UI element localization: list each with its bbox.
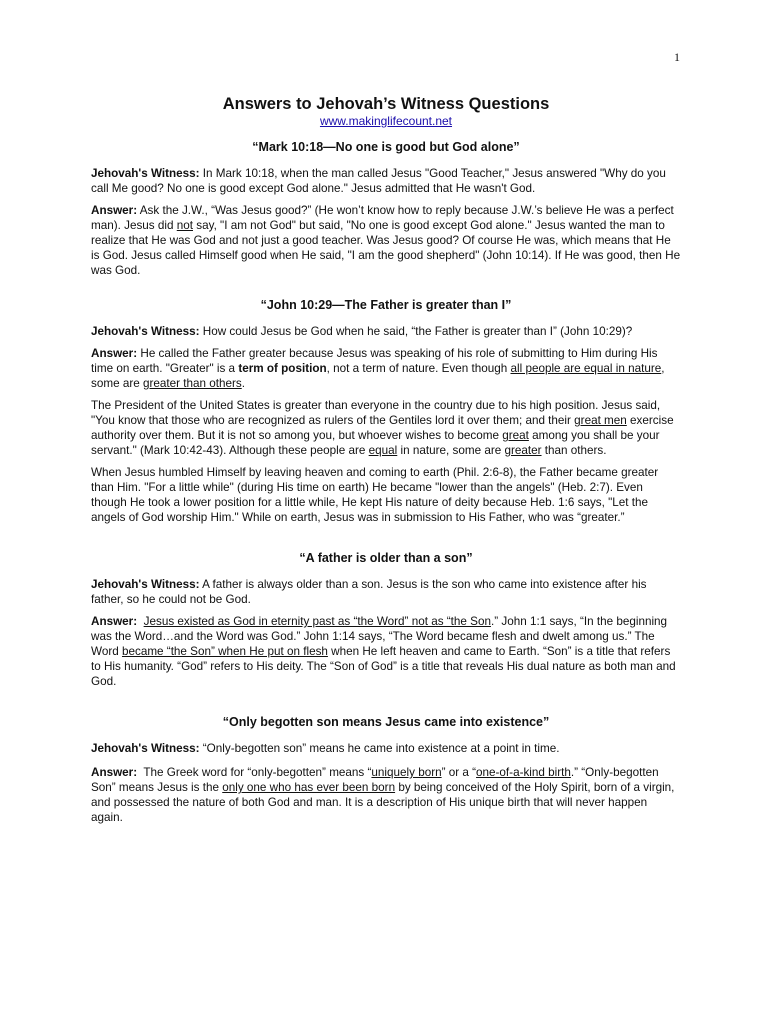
jw-label: Jehovah's Witness: bbox=[91, 742, 200, 755]
section-heading-father-older: “A father is older than a son” bbox=[299, 551, 473, 565]
jw-question-paragraph bbox=[91, 324, 681, 339]
jw-question-paragraph bbox=[91, 741, 681, 756]
body-paragraph: The President of the United States is greater than everyone in the country due to his high position. Jesus said, "You know that those who are recognized as rulers of the Gentiles lord it over them; and their great men exercise authority over them. But it is not so among you, but whoever wishes to become great among you shall be your servant." (Mark 10:42-43). Although these people are equal in nature, some are greater than others. bbox=[91, 399, 674, 457]
page-number: 1 bbox=[674, 50, 680, 64]
section-heading-mark-10-18: “Mark 10:18—No one is good but God alone” bbox=[252, 140, 520, 154]
answer-paragraph: Answer: The Greek word for “only-begotten” means “uniquely born” or a “one-of-a-kind birth.” “Only-begotten Son” means Jesus is the only one who has ever been born by being conceived of the Holy Spirit, born of a virgin, and possessed the nature of both God and man. It is a description of His unique birth that will never happen again. bbox=[91, 766, 675, 824]
body-paragraph: When Jesus humbled Himself by leaving heaven and coming to earth (Phil. 2:6-8), the Father became greater than Him. "For a little while" (during His time on earth) He became "lower than the angels" (Heb. 2:7). Even though He took a lower position for a little while, He kept His nature of deity because Heb. 1:6 says, "Let the angels of God worship Him." While on earth, Jesus was in submission to His Father, who was “greater.” bbox=[91, 466, 659, 524]
jw-text: How could Jesus be God when he said, “the Father is greater than I” (John 10:29)? bbox=[199, 325, 633, 338]
jw-question-paragraph bbox=[91, 577, 681, 607]
jw-label: Jehovah's Witness: bbox=[91, 167, 200, 180]
answer-paragraph: Answer: Ask the J.W., “Was Jesus good?” (He won’t know how to reply because J.W.’s believe He was a perfect man). Jesus did not say, "I am not God" but said, "No one is good except God alone." Jesus wanted the man to realize that He was God and not just a good teacher. Was Jesus good? Of course He was, which means that He is God. Jesus called Himself good when He said, "I am the good shepherd" (John 10:14). If He was good, then He was God. bbox=[91, 204, 681, 277]
document-body bbox=[91, 95, 681, 825]
answer-paragraph: Answer: He called the Father greater because Jesus was speaking of his role of submitting to Him during His time on earth. "Greater" is a term of position, not a term of nature. Even though all people are equal in nature, some are greater than others. bbox=[91, 347, 665, 390]
section-heading-john-10-29: “John 10:29—The Father is greater than I” bbox=[260, 298, 512, 312]
jw-text: “Only-begotten son” means he came into existence at a point in time. bbox=[199, 742, 560, 755]
answer-label: Answer: bbox=[91, 347, 138, 360]
section-heading-only-begotten: “Only begotten son means Jesus came into existence” bbox=[222, 715, 550, 729]
answer-label: Answer: bbox=[91, 766, 138, 779]
answer-label: Answer: bbox=[91, 204, 138, 217]
jw-label: Jehovah's Witness: bbox=[91, 325, 200, 338]
website-link[interactable]: www.makinglifecount.net bbox=[319, 114, 453, 128]
page-title: Answers to Jehovah’s Witness Questions bbox=[222, 95, 550, 113]
jw-label: Jehovah's Witness: bbox=[91, 578, 200, 591]
answer-label: Answer: bbox=[91, 615, 138, 628]
jw-question-paragraph bbox=[91, 166, 681, 196]
answer-paragraph: Answer: Jesus existed as God in eternity past as “the Word” not as “the Son.” John 1:1 says, “In the beginning was the Word…and the Word was God.” John 1:14 says, “The Word became flesh and dwelt among us.” The Word became “the Son” when He put on flesh when He left heaven and came to Earth. “Son” is a title that refers to His humanity. “God” refers to His deity. The “Son of God” is a title that reveals His dual nature as both man and God. bbox=[91, 615, 676, 688]
jw-text: In Mark 10:18, when the man called Jesus "Good Teacher," Jesus answered "Why do you call Me good? No one is good except God alone." Jesus admitted that He wasn't God. bbox=[91, 167, 666, 195]
jw-text: A father is always older than a son. Jesus is the son who came into existence after his father, so he could not be God. bbox=[91, 578, 647, 606]
